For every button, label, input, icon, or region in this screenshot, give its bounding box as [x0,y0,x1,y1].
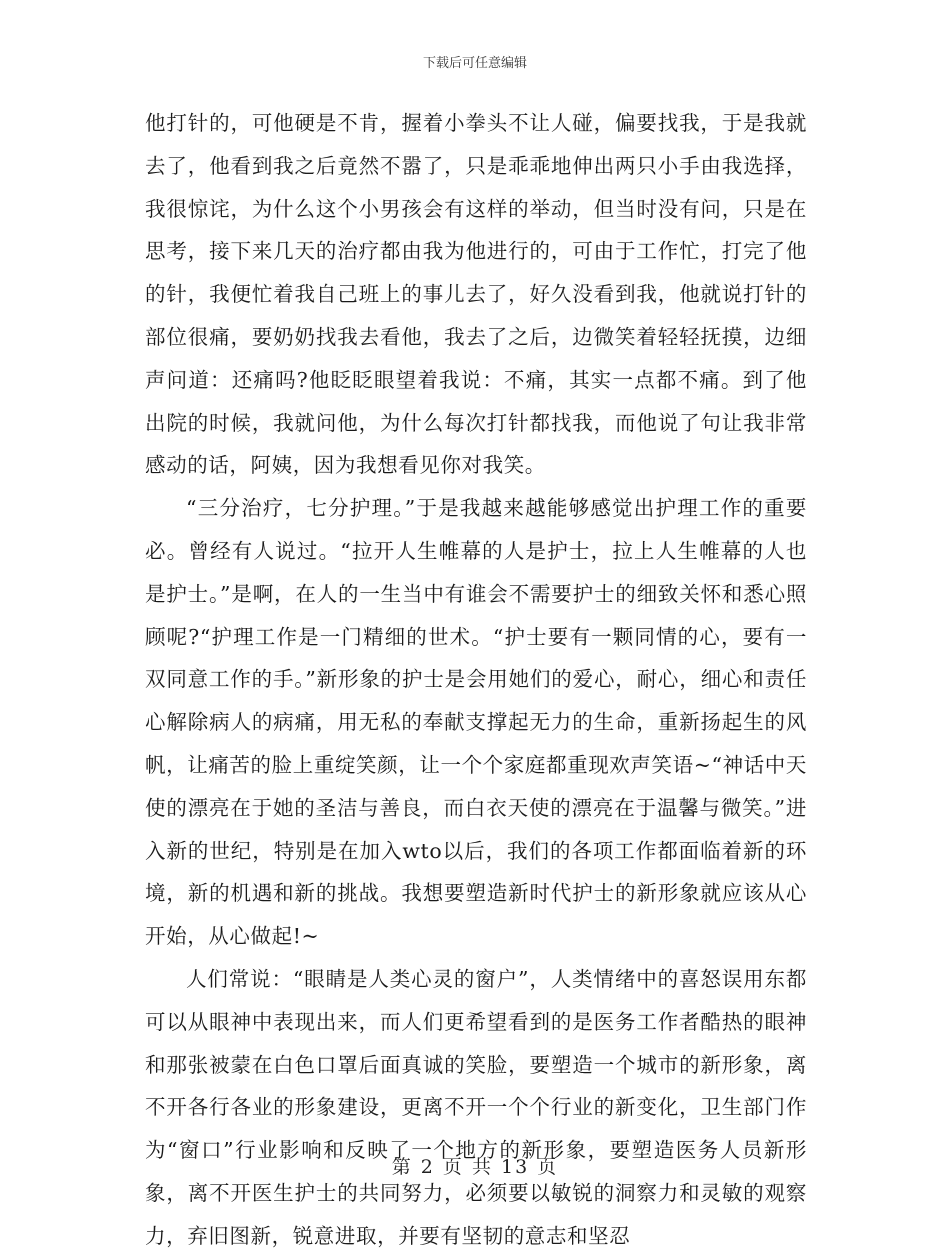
document-body [145,102,807,1258]
paragraph-3: 人们常说：“眼睛是人类心灵的窗户”，人类情绪中的喜怒误用东都可以从眼神中表现出来，而人们更希望看到的是医务工作者酷热的眼神和那张被蒙在白色口罩后面真诚的笑脸，要塑造一个城市的新形象，离不开各行各业的形象建设，更离不开一个个行业的新变化，卫生部门作为“窗口”行业影响和反映了一个地方的新形象，要塑造医务人员新形象，离不开医生护士的共同努力，必须要以敏锐的洞察力和灵敏的观察力，弃旧图新，锐意进取，并要有坚韧的意志和坚忍 [145,966,807,1248]
paragraph-1: 他打针的，可他硬是不肯，握着小拳头不让人碰，偏要找我，于是我就去了，他看到我之后竟然不嚣了，只是乖乖地伸出两只小手由我选择，我很惊诧，为什么这个小男孩会有这样的举动，但当时没有问，只是在思考，接下来几天的治疗都由我为他进行的，可由于工作忙，打完了他的针，我便忙着我自己班上的事儿去了，好久没看到我，他就说打针的部位很痛，要奶奶找我去看他，我去了之后，边微笑着轻轻抚摸，边细声问道：还痛吗?他眨眨眼望着我说：不痛，其实一点都不痛。到了他出院的时候，我就问他，为什么每次打针都找我，而他说了句让我非常感动的话，阿姨，因为我想看见你对我笑。 [145,111,807,478]
paragraph-2: “三分治疗，七分护理。”于是我越来越能够感觉出护理工作的重要必。曾经有人说过。“拉开人生帷幕的人是护士，拉上人生帷幕的人也是护士。”是啊，在人的一生当中有谁会不需要护士的细致关怀和悉心照顾呢?“护理工作是一门精细的世术。“护士要有一颗同情的心，要有一双同意工作的手。”新形象的护士是会用她们的爱心，耐心，细心和责任心解除病人的病痛，用无私的奉献支撑起无力的生命，重新扬起生的风帆，让痛苦的脸上重绽笑颜，让一个个家庭都重现欢声笑语~“神话中天使的漂亮在于她的圣洁与善良，而白衣天使的漂亮在于温馨与微笑。”进入新的世纪，特别是在加入wto以后，我们的各项工作都面临着新的环境，新的机遇和新的挑战。我想要塑造新时代护士的新形象就应该从心开始，从心做起!~ [145,496,807,949]
page-number: 第 2 页 共 13 页 [391,1156,559,1178]
page-header-note: 下载后可任意编辑 [422,56,527,71]
